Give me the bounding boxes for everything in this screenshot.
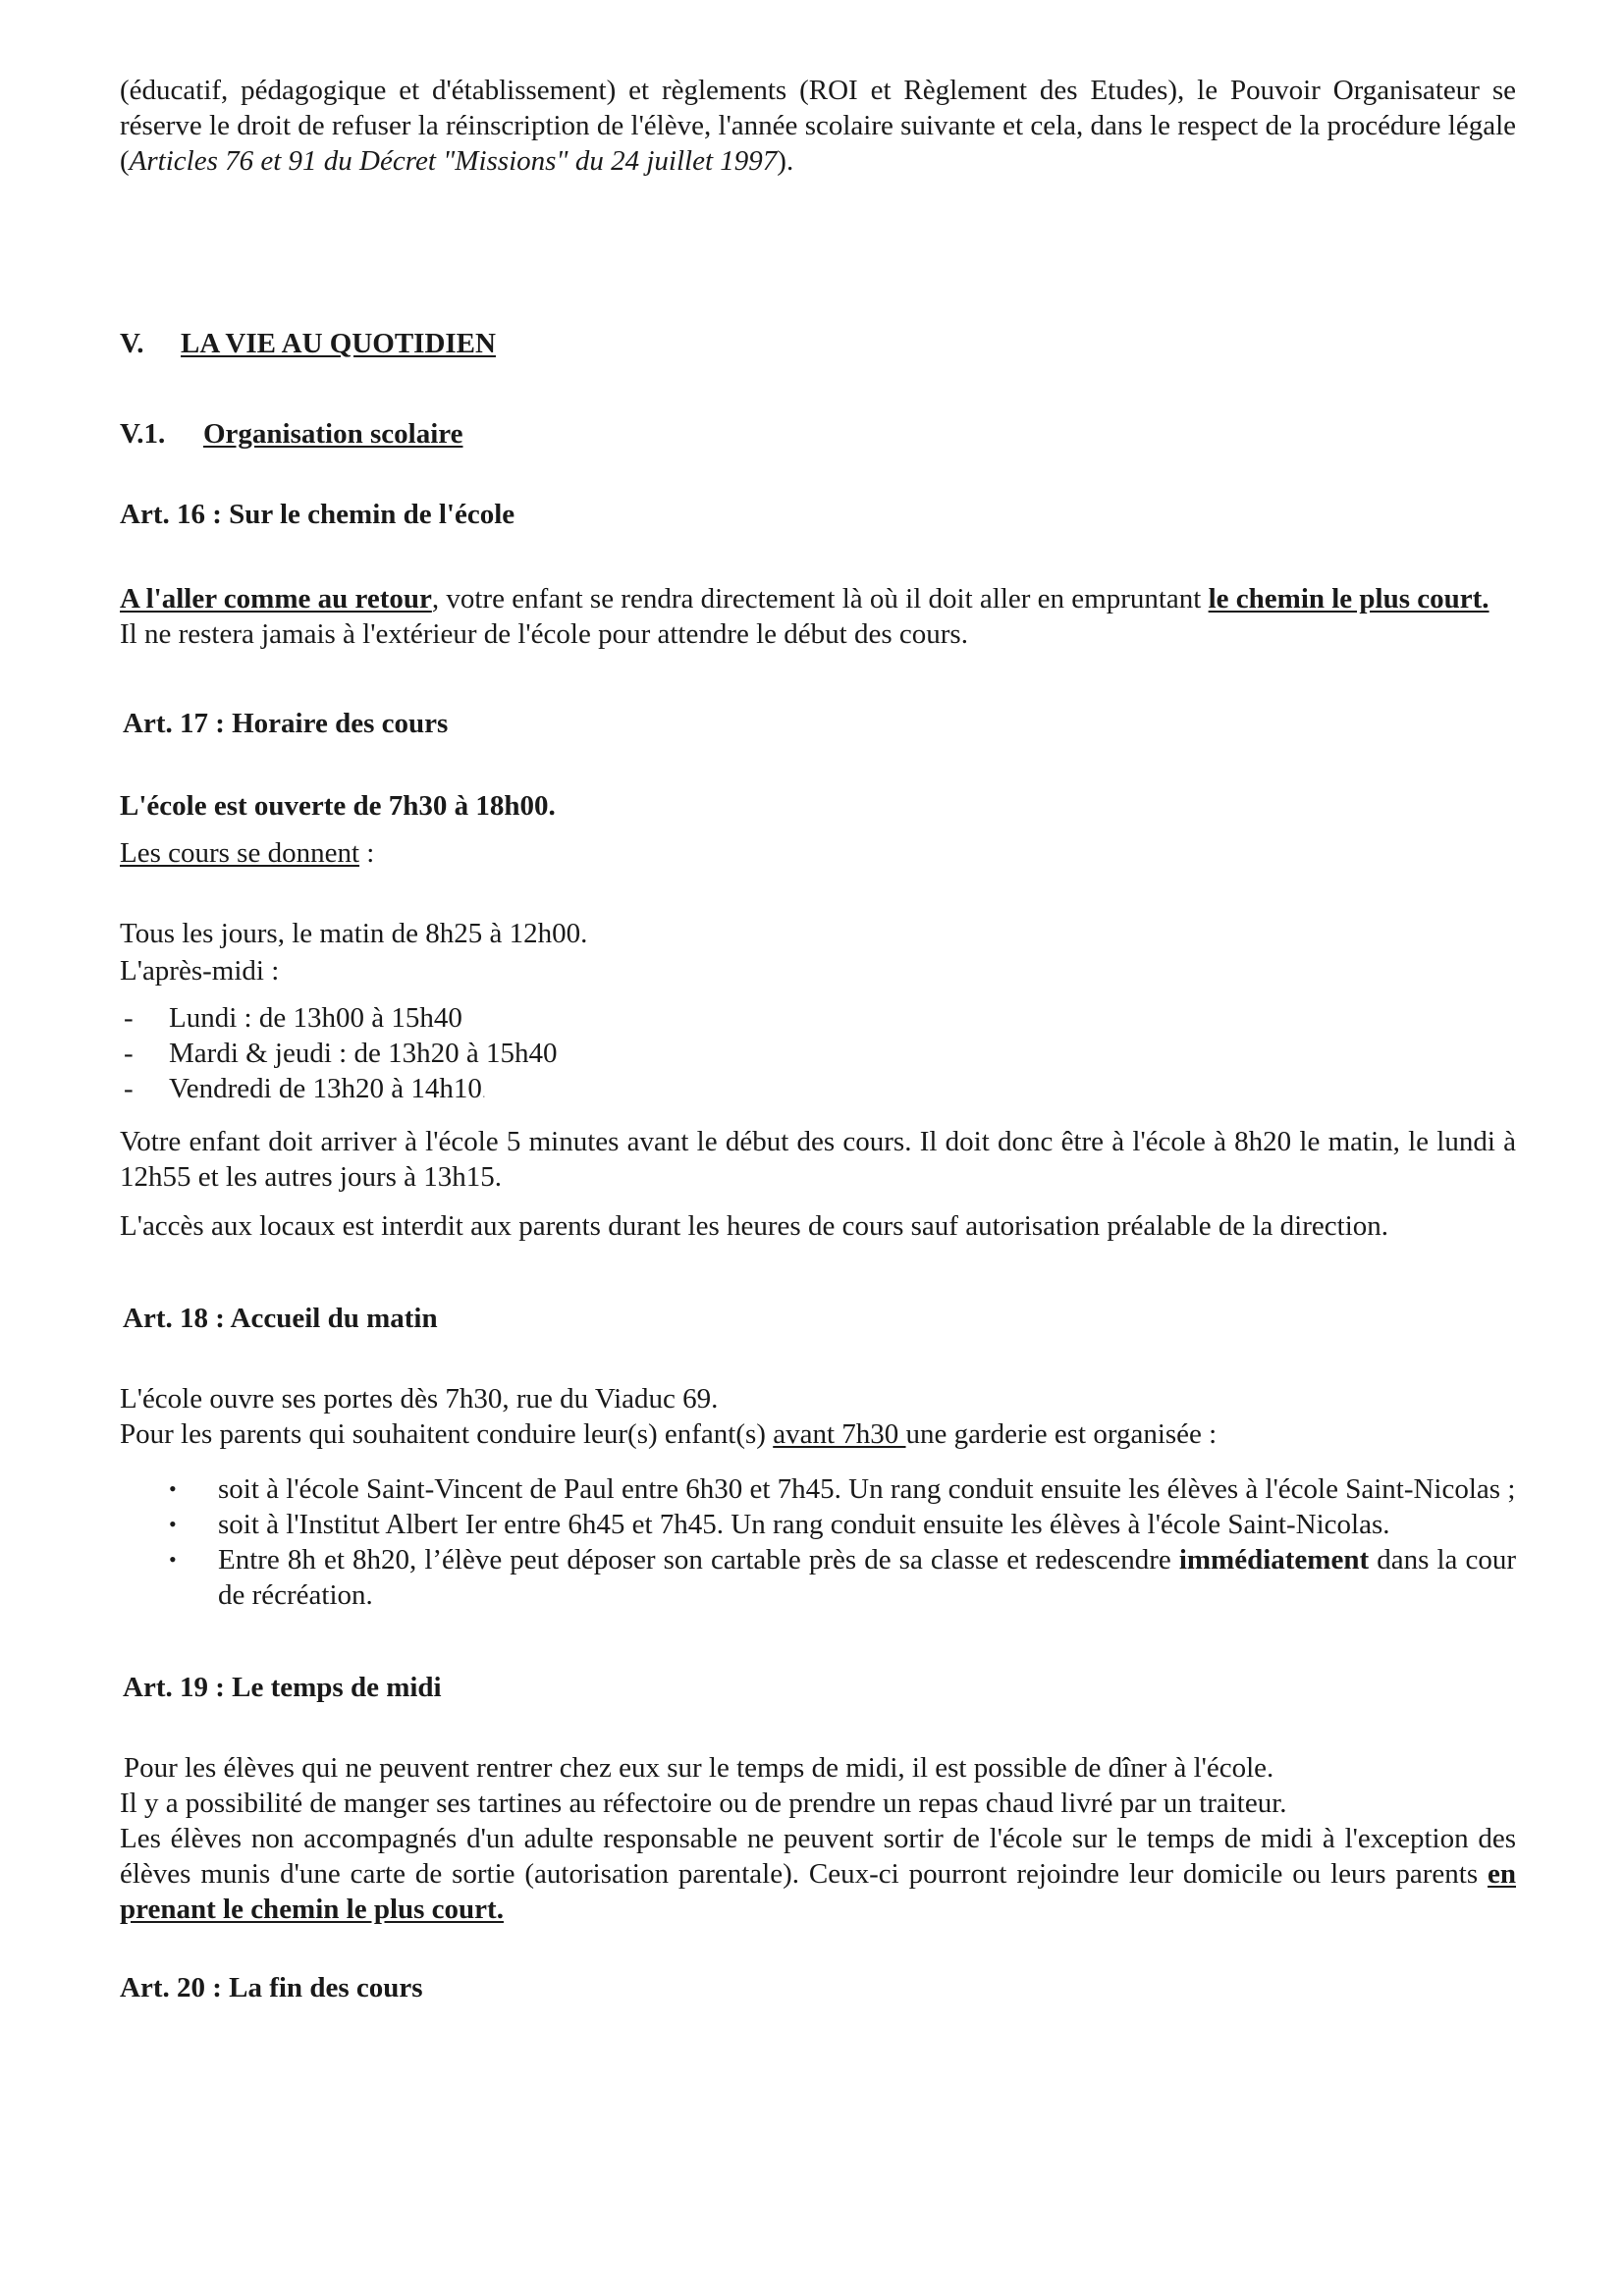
art19-text: Les élèves non accompagnés d'un adulte responsable ne peuvent sortir de l'école sur le temps de midi à l'exception des élèves munis d'une carte de sortie (autorisation parentale). Ceux-ci pourront rejoindre leur domicile ou leurs parents: [120, 1823, 1516, 1890]
bullet-emphasis: immédiatement: [1178, 1544, 1370, 1575]
section-v1-heading: [120, 416, 1516, 452]
section-v-heading: [120, 326, 1516, 361]
art17-title: Art. 17 : Horaire des cours: [123, 708, 449, 739]
decree-reference: Articles 76 et 91 du Décret "Missions" du 24 juillet 1997: [129, 145, 778, 177]
list-item: [120, 1471, 1516, 1507]
section-title: LA VIE AU QUOTIDIEN: [181, 328, 496, 359]
intro-text-end: ).: [777, 145, 794, 177]
art17-morning: Tous les jours, le matin de 8h25 à 12h00.: [120, 918, 588, 949]
list-item: [120, 1071, 1516, 1112]
art16-emphasis: A l'aller comme au retour: [120, 583, 432, 614]
art17-access: L'accès aux locaux est interdit aux parents durant les heures de cours sauf autorisation préalable de la direction.: [120, 1210, 1389, 1242]
schedule-dot: .: [481, 1087, 486, 1101]
art17-opening-hours: L'école est ouverte de 7h30 à 18h00.: [120, 790, 556, 822]
art18-title: Art. 18 : Accueil du matin: [123, 1303, 438, 1334]
list-item: [120, 1542, 1516, 1613]
intro-paragraph: [120, 73, 1516, 179]
subsection-title: Organisation scolaire: [203, 418, 463, 450]
art19-title: Art. 19 : Le temps de midi: [123, 1672, 442, 1703]
art17-courses-intro: [120, 835, 1516, 871]
art19-shortest-path: en prenant le chemin le plus court.: [120, 1858, 1516, 1925]
list-item: [120, 1507, 1516, 1542]
art16-line2: Il ne restera jamais à l'extérieur de l'école pour attendre le début des cours.: [120, 618, 968, 650]
bullet-text: soit à l'école Saint-Vincent de Paul entre 6h30 et 7h45. Un rang conduit ensuite les élèves à l'école Saint-Nicolas ;: [218, 1473, 1516, 1505]
art17-schedule-list: [120, 1000, 1516, 1112]
art18-line1: L'école ouvre ses portes dès 7h30, rue du Viaduc 69.: [120, 1383, 719, 1415]
art17-courses-colon: :: [359, 837, 375, 869]
bullet-text-end: dans la cour de récréation.: [218, 1544, 1516, 1611]
bullet-icon: •: [169, 1512, 177, 1536]
bullet-text: Entre 8h et 8h20, l’élève peut déposer son cartable près de sa classe et redescendre: [218, 1544, 1179, 1575]
list-item: - Lundi : de 13h00 à 15h40: [120, 1000, 1516, 1036]
art18-text-end: une garderie est organisée :: [905, 1418, 1218, 1450]
subsection-number: V.1.: [120, 418, 166, 450]
art19-line3: [120, 1821, 1516, 1927]
bullet-icon: •: [169, 1476, 177, 1501]
art17-arrival: Votre enfant doit arriver à l'école 5 minutes avant le début des cours. Il doit donc être à l'école à 8h20 le matin, le lundi à 12h55 et les autres jours à 13h15.: [120, 1126, 1516, 1193]
art16-title: Art. 16 : Sur le chemin de l'école: [120, 499, 515, 530]
list-item: - Mardi & jeudi : de 13h20 à 15h40: [120, 1036, 1516, 1071]
art19-line2: Il y a possibilité de manger ses tartines au réfectoire ou de prendre un repas chaud livré par un traiteur.: [120, 1788, 1287, 1819]
bullet-text: soit à l'Institut Albert Ier entre 6h45 et 7h45. Un rang conduit ensuite les élèves à l'école Saint-Nicolas.: [218, 1509, 1390, 1540]
bullet-icon: •: [169, 1547, 177, 1572]
art18-bullet-list: [120, 1471, 1516, 1613]
art19-line1: Pour les élèves qui ne peuvent rentrer chez eux sur le temps de midi, il est possible de dîner à l'école.: [124, 1752, 1274, 1784]
art17-afternoon: L'après-midi :: [120, 955, 280, 987]
art18-before-time: avant 7h30: [773, 1418, 906, 1450]
art16-shortest-path: le chemin le plus court.: [1208, 583, 1489, 614]
art16-text: , votre enfant se rendra directement là où il doit aller en empruntant: [431, 583, 1209, 614]
schedule-friday: Vendredi de 13h20 à 14h10: [169, 1073, 482, 1104]
section-number: V.: [120, 328, 144, 359]
intro-text: (éducatif, pédagogique et d'établissement) et règlements (ROI et Règlement des Etudes), le Pouvoir Organisateur se réserve le droit de refuser la réinscription de l'élève, l'année scolaire suivante et cela, dans le respect de la procédure légale (: [120, 75, 1516, 177]
art18-text: Pour les parents qui souhaitent conduire leur(s) enfant(s): [120, 1418, 774, 1450]
art18-line2: [120, 1416, 1516, 1452]
art17-courses-label: Les cours se donnent: [120, 837, 360, 869]
document-page: [120, 73, 1516, 2005]
art20-title: Art. 20 : La fin des cours: [120, 1972, 423, 2003]
art16-paragraph: [120, 581, 1516, 616]
